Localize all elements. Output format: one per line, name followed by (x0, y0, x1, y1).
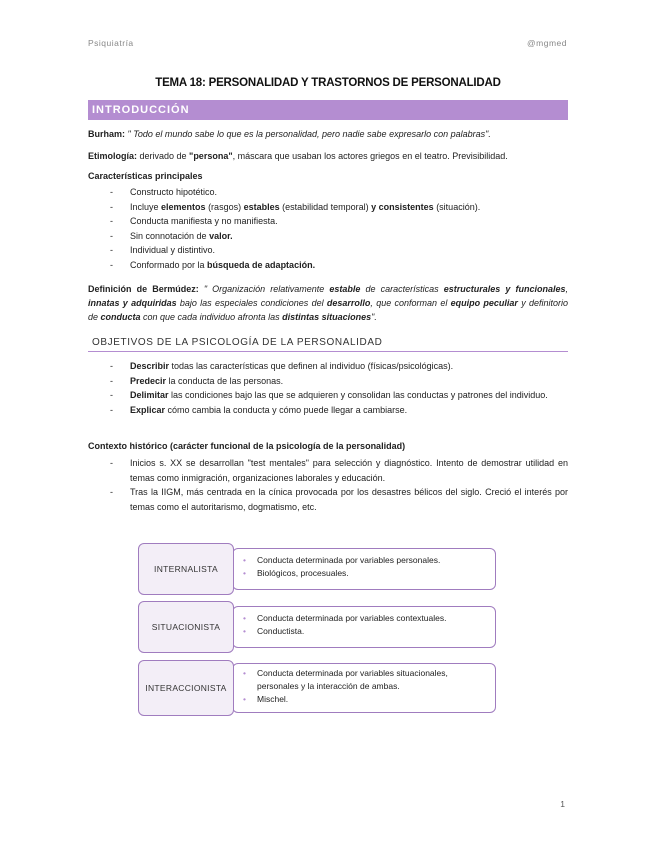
obj-bold: Describir (130, 361, 170, 371)
def-bold: conducta (100, 312, 141, 322)
carac-text: (rasgos) (205, 201, 244, 212)
def-bold: desarrollo (326, 298, 371, 308)
obj-text: cómo cambia la conducta y cómo puede llegar a cambiarse. (165, 404, 408, 415)
diagram-row-interaccionista (138, 660, 498, 716)
caracteristicas-list (88, 185, 568, 273)
def-bold: estable (329, 284, 361, 294)
list-item: • Conductista. (243, 625, 487, 638)
carac-text: Constructo hipotético. (130, 187, 218, 197)
diagram-label: INTERNALISTA (138, 543, 234, 595)
burham-text: " Todo el mundo sabe lo que es la personalidad, pero nadie sabe expresarlo con palabras". (125, 129, 491, 139)
objetivos-list (88, 359, 568, 417)
header-subject: Psiquiatría (88, 38, 134, 48)
ctx-text: Tras la IIGM, más centrada en la cínica provocada por los desastres bélicos del siglo. Creció el interés por temas como el autoritarismo, dogmatismo, etc. (130, 487, 568, 512)
carac-text: Conformado por la (130, 259, 208, 270)
diagram-box (232, 663, 496, 713)
list-item (88, 229, 568, 244)
obj-bold: Predecir (130, 375, 167, 386)
carac-text: Incluye (130, 201, 162, 212)
list-item: • Biológicos, procesuales. (243, 567, 487, 580)
page-title: TEMA 18: PERSONALIDAD Y TRASTORNOS DE PERSONALIDAD (155, 77, 501, 89)
diagram-row-situacionista (138, 601, 498, 653)
caracteristicas-heading: Características principales (88, 171, 203, 181)
list-item (88, 185, 568, 200)
contexto-heading: Contexto histórico (carácter funcional de la psicología de la personalidad) (88, 441, 406, 451)
def-text: de características (360, 284, 444, 294)
definicion-bermudez (88, 282, 568, 324)
list-item (88, 403, 568, 418)
obj-text: todas las características que definen al individuo (físicas/psicológicas). (169, 361, 454, 371)
obj-bold: Explicar (130, 404, 166, 415)
ctx-text: Inicios s. XX se desarrollan "test mentales" para selección y diagnóstico. Intento de demostrar utilidad en temas como inmigración, organizaciones laborales y educación. (130, 458, 568, 483)
list-item (88, 359, 568, 374)
list-item (88, 456, 568, 485)
def-bold: innatas y adquiridas (88, 298, 177, 308)
diagram-label: SITUACIONISTA (138, 601, 234, 653)
def-text: , (565, 284, 568, 294)
def-bold: distintas situaciones (282, 312, 372, 322)
diagram-box (232, 606, 496, 648)
list-item: • Conducta determinada por variables contextuales. (243, 612, 487, 625)
def-bold: estructurales y funcionales (443, 284, 566, 294)
diagram-label: INTERACCIONISTA (138, 660, 234, 716)
list-item: • Mischel. (243, 693, 487, 706)
list-item (88, 200, 568, 215)
diagram-box (232, 548, 496, 590)
section-heading-introduccion: INTRODUCCIÓN (88, 100, 568, 120)
carac-text: (estabilidad temporal) (279, 201, 372, 212)
page-number: 1 (560, 799, 565, 809)
carac-text: Individual y distintivo. (130, 245, 216, 256)
obj-text: las condiciones bajo las que se adquieren y consolidan las conductas y patrones del individuo. (168, 390, 548, 401)
def-text: con que cada individuo afronta las (140, 312, 283, 322)
list-item (88, 388, 568, 403)
header-author: @mgmed (527, 38, 567, 48)
def-text: bajo las especiales condiciones del (176, 298, 327, 308)
def-bold: equipo peculiar (450, 298, 518, 308)
list-item (88, 243, 568, 258)
def-text: ". (371, 312, 377, 322)
carac-text: (situación). (433, 201, 481, 212)
etimologia-term: "persona" (189, 151, 233, 161)
list-item (88, 258, 568, 273)
list-item (88, 214, 568, 229)
def-text: , que conforman el (370, 298, 451, 308)
carac-bold: búsqueda de adaptación. (207, 259, 316, 270)
burham-quote (88, 127, 568, 141)
etimologia-paragraph (88, 149, 568, 163)
def-label: Definición de Bermúdez: (88, 284, 199, 294)
def-text: y definitorio de (88, 298, 568, 322)
etimologia-pre: derivado de (137, 151, 190, 161)
etimologia-post: , máscara que usaban los actores griegos en el teatro. Previsibilidad. (232, 151, 508, 161)
carac-bold: valor. (209, 230, 233, 241)
list-item: • Conducta determinada por variables personales. (243, 554, 487, 567)
list-item (88, 374, 568, 389)
diagram-row-internalista (138, 543, 498, 595)
carac-bold: estables (243, 201, 280, 212)
obj-bold: Delimitar (130, 390, 169, 401)
carac-text: Conducta manifiesta y no manifiesta. (130, 216, 278, 227)
burham-label: Burham: (88, 129, 126, 139)
etimologia-label: Etimología: (88, 151, 137, 161)
list-item: • Conducta determinada por variables situacionales, personales y la interacción de ambas. (243, 667, 487, 693)
contexto-list (88, 456, 568, 514)
list-item (88, 485, 568, 514)
carac-bold: elementos (161, 201, 206, 212)
def-text: " Organización relativamente (198, 284, 330, 294)
carac-bold: y consistentes (371, 201, 434, 212)
carac-text: Sin connotación de (130, 230, 210, 241)
obj-text: la conducta de las personas. (166, 375, 284, 386)
section-heading-objetivos: OBJETIVOS DE LA PSICOLOGÍA DE LA PERSONALIDAD (88, 334, 568, 352)
